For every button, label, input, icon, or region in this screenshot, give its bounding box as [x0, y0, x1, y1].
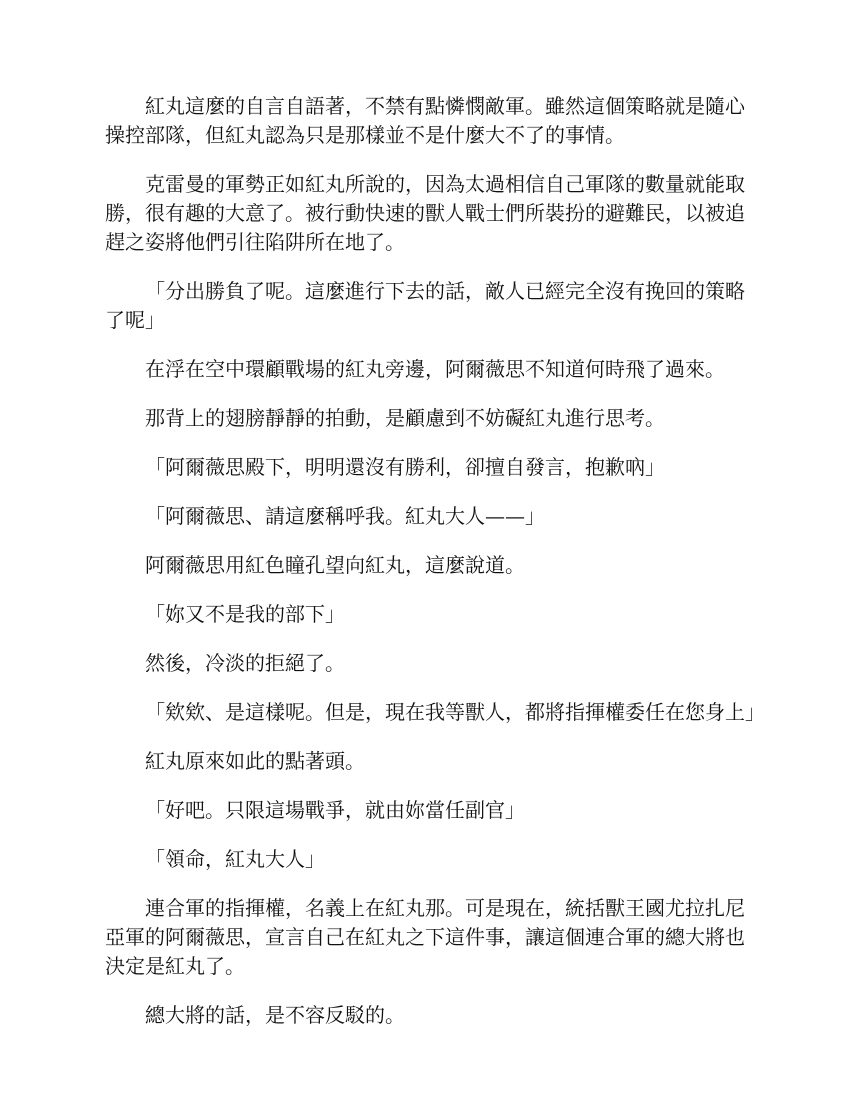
paragraph: 「好吧。只限這場戰爭，就由妳當任副官」 [145, 798, 525, 822]
paragraph: 那背上的翅膀靜靜的拍動，是顧慮到不妨礙紅丸進行思考。 [145, 406, 665, 430]
paragraph: 克雷曼的軍勢正如紅丸所說的，因為太過相信自己軍隊的數量就能取勝，很有趣的大意了。被行動快速的獸人戰士們所裝扮的避難民，以被追趕之姿將他們引往陷阱所在地了。 [105, 172, 745, 254]
paragraph: 在浮在空中環顧戰場的紅丸旁邊，阿爾薇思不知道何時飛了過來。 [145, 357, 725, 381]
paragraph: 「阿爾薇思、請這麼稱呼我。紅丸大人——」 [145, 504, 545, 528]
paragraph: 阿爾薇思用紅色瞳孔望向紅丸，這麼說道。 [145, 553, 525, 577]
paragraph: 「分出勝負了呢。這麼進行下去的話，敵人已經完全沒有挽回的策略了呢」 [105, 279, 745, 332]
paragraph: 總大將的話，是不容反駁的。 [145, 1003, 405, 1027]
document-body [105, 92, 765, 1050]
paragraph: 紅丸原來如此的點著頭。 [145, 749, 365, 773]
paragraph: 「欸欸、是這樣呢。但是，現在我等獸人，都將指揮權委任在您身上」 [145, 700, 765, 724]
paragraph: 「阿爾薇思殿下，明明還沒有勝利，卻擅自發言，抱歉吶」 [145, 455, 665, 479]
paragraph: 紅丸這麼的自言自語著，不禁有點憐憫敵軍。雖然這個策略就是隨心操控部隊，但紅丸認為只是那樣並不是什麼大不了的事情。 [105, 94, 745, 147]
paragraph: 連合軍的指揮權，名義上在紅丸那。可是現在，統括獸王國尤拉扎尼亞軍的阿爾薇思，宣言自己在紅丸之下這件事，讓這個連合軍的總大將也決定是紅丸了。 [105, 896, 745, 978]
paragraph: 然後，冷淡的拒絕了。 [145, 651, 345, 675]
paragraph: 「領命，紅丸大人」 [145, 847, 325, 871]
paragraph: 「妳又不是我的部下」 [145, 602, 345, 626]
